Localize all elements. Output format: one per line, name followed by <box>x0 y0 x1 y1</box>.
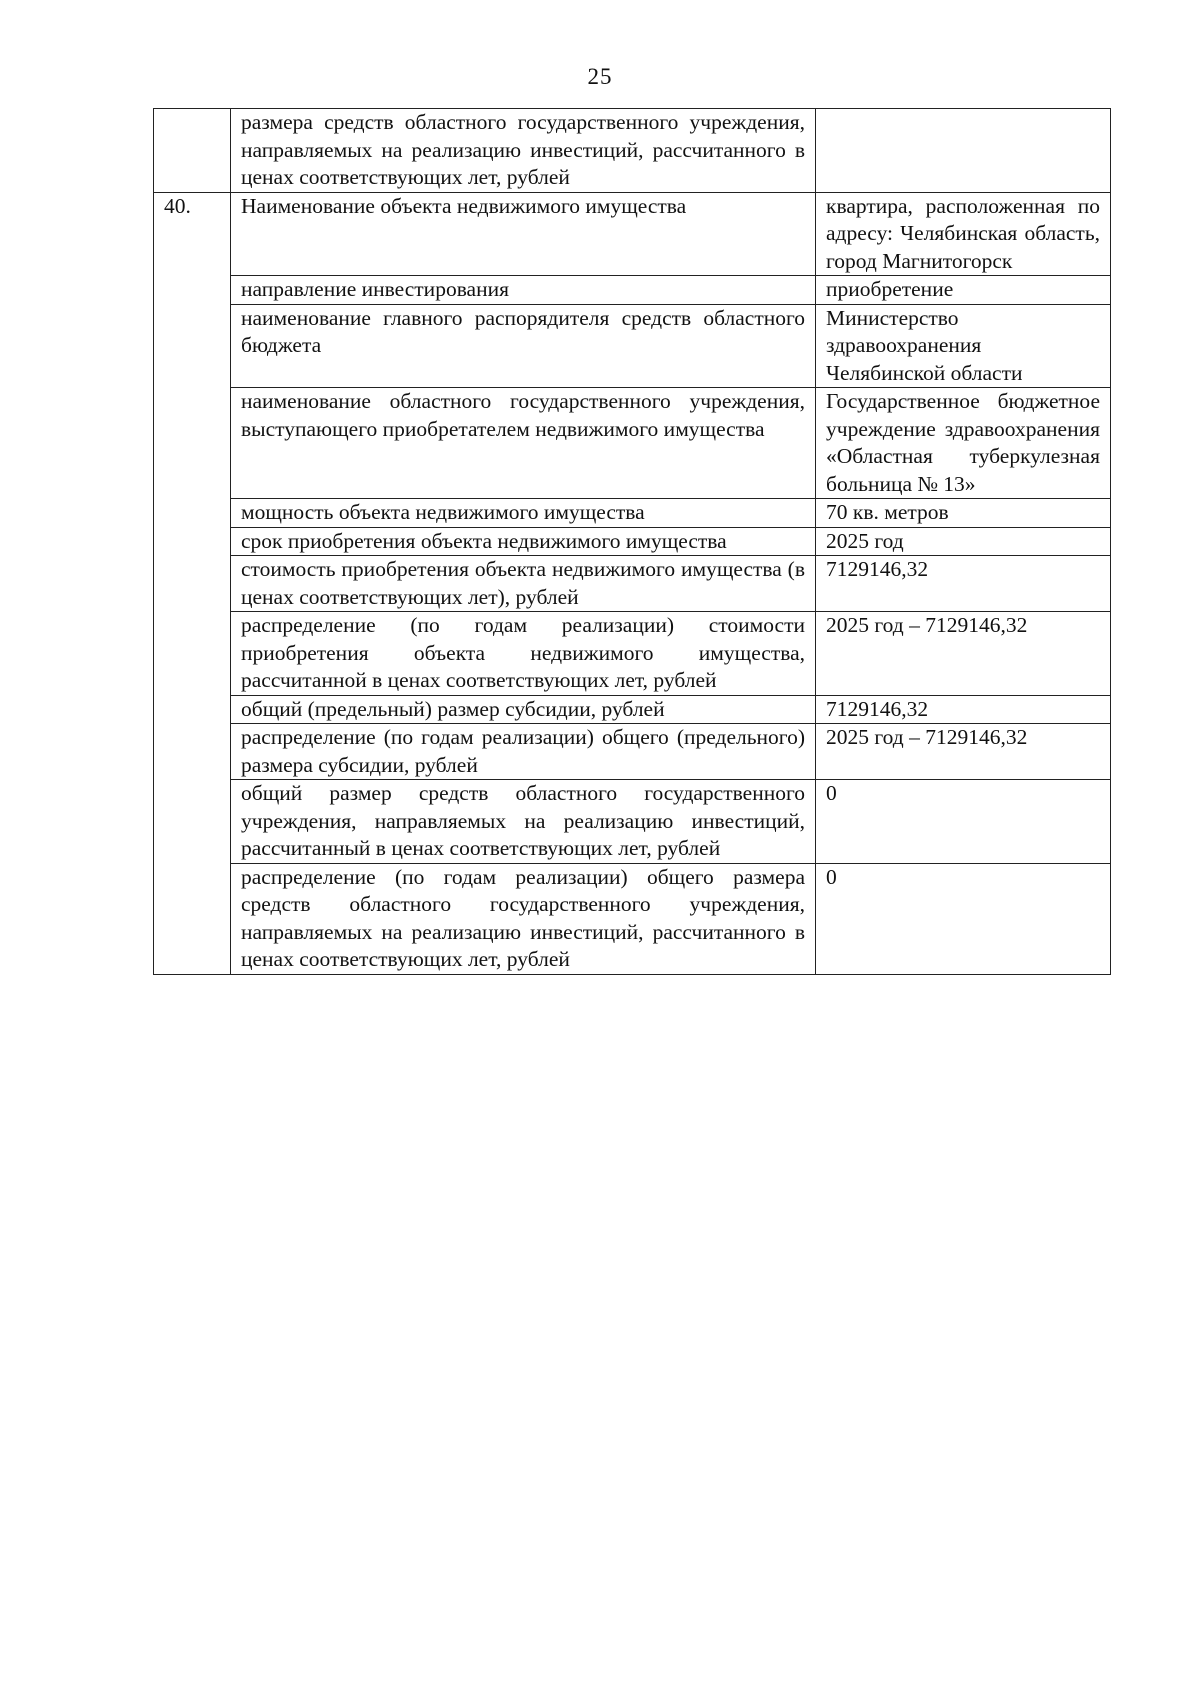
row-label: наименование областного государственного учреждения, выступающего приобретателем недвижимого имущества <box>231 388 816 499</box>
row-label: срок приобретения объекта недвижимого имущества <box>231 527 816 556</box>
row-label: мощность объекта недвижимого имущества <box>231 499 816 528</box>
row-label: распределение (по годам реализации) стоимости приобретения объекта недвижимого имущества, рассчитанной в ценах соответствующих лет, рублей <box>231 612 816 696</box>
row-value: 0 <box>816 780 1111 864</box>
table-row <box>154 724 1111 780</box>
table-row <box>154 527 1111 556</box>
table-row <box>154 863 1111 974</box>
row-label: общий размер средств областного государственного учреждения, направляемых на реализацию инвестиций, рассчитанный в ценах соответствующих лет, рублей <box>231 780 816 864</box>
row-label: распределение (по годам реализации) общего размера средств областного государственного учреждения, направляемых на реализацию инвестиций, рассчитанного в ценах соответствующих лет, рублей <box>231 863 816 974</box>
table-row <box>154 780 1111 864</box>
row-value: 7129146,32 <box>816 556 1111 612</box>
row-value: Государственное бюджетное учреждение здравоохранения «Областная туберкулезная больница № 13» <box>816 388 1111 499</box>
table-row <box>154 276 1111 305</box>
page-number: 25 <box>587 64 613 89</box>
row-label: стоимость приобретения объекта недвижимого имущества (в ценах соответствующих лет), рублей <box>231 556 816 612</box>
row-label: Наименование объекта недвижимого имущества <box>231 192 816 276</box>
row-label: направление инвестирования <box>231 276 816 305</box>
row-value: 2025 год <box>816 527 1111 556</box>
table-row-continuation <box>154 109 1111 193</box>
row-label: общий (предельный) размер субсидии, рублей <box>231 695 816 724</box>
row-label: размера средств областного государственного учреждения, направляемых на реализацию инвестиций, рассчитанного в ценах соответствующих лет, рублей <box>231 109 816 193</box>
row-label: наименование главного распорядителя средств областного бюджета <box>231 304 816 388</box>
table-row <box>154 499 1111 528</box>
row-value: квартира, расположенная по адресу: Челябинская область, город Магнитогорск <box>816 192 1111 276</box>
table-row <box>154 556 1111 612</box>
table-row <box>154 304 1111 388</box>
table-row <box>154 695 1111 724</box>
row-value: Министерство здравоохранения Челябинской области <box>816 304 1111 388</box>
table-row <box>154 612 1111 696</box>
row-number-cell <box>154 109 231 193</box>
investment-table <box>153 108 1111 975</box>
row-value: 7129146,32 <box>816 695 1111 724</box>
table-row <box>154 388 1111 499</box>
row-value: приобретение <box>816 276 1111 305</box>
row-value: 0 <box>816 863 1111 974</box>
row-value: 2025 год – 7129146,32 <box>816 724 1111 780</box>
row-value <box>816 109 1111 193</box>
item-number: 40. <box>154 192 231 974</box>
row-value: 70 кв. метров <box>816 499 1111 528</box>
row-value: 2025 год – 7129146,32 <box>816 612 1111 696</box>
table-row <box>154 192 1111 276</box>
row-label: распределение (по годам реализации) общего (предельного) размера субсидии, рублей <box>231 724 816 780</box>
